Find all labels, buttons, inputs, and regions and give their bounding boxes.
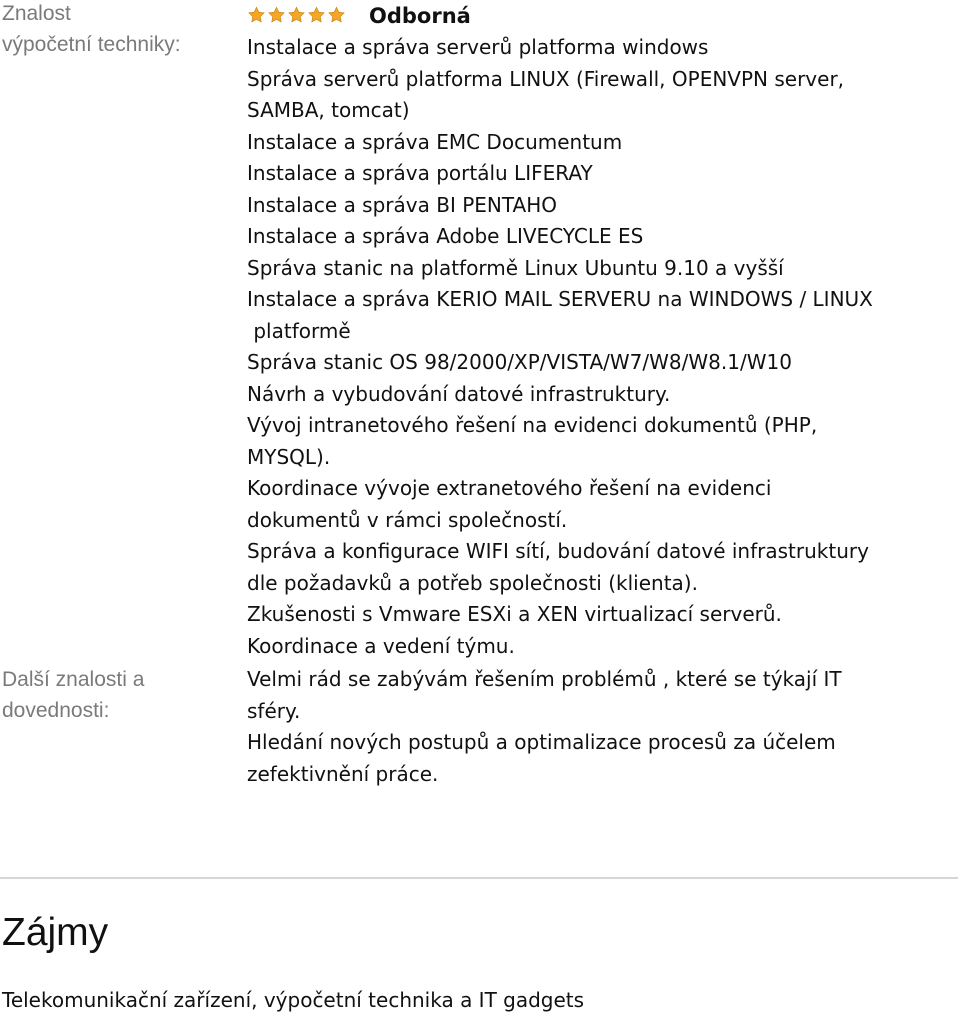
other-skills-label — [2, 664, 238, 726]
skill-line: Koordinace vývoje extranetového řešení na evidenci — [247, 476, 772, 500]
section-divider — [0, 877, 958, 879]
other-skills-content — [247, 664, 959, 790]
computer-skills-label-line: Znalost — [2, 2, 71, 25]
skill-line: Vývoj intranetového řešení na evidenci dokumentů (PHP, — [247, 413, 818, 437]
skill-line: Správa stanic na platformě Linux Ubuntu 9.10 a vyšší — [247, 255, 784, 280]
skill-line: Velmi rád se zabývám řešením problémů , které se týkají IT — [247, 667, 842, 691]
star-icon — [327, 6, 346, 24]
skill-line: platformě — [247, 318, 351, 343]
skill-line: Instalace a správa KERIO MAIL SERVERU na WINDOWS / LINUX — [247, 287, 873, 311]
skill-line: Návrh a vybudování datové infrastruktury. — [247, 381, 671, 406]
skill-line: Instalace a správa Adobe LIVECYCLE ES — [247, 224, 644, 248]
computer-skills-content — [247, 1, 959, 662]
skill-line: Instalace a správa EMC Documentum — [247, 129, 623, 154]
skill-line: Správa serverů platforma LINUX (Firewall, OPENVPN server, — [247, 66, 845, 91]
star-rating — [247, 6, 347, 24]
computer-skills-label-line: výpočetní techniky: — [2, 33, 181, 56]
computer-skills-label — [2, 0, 238, 60]
computer-skills-list — [247, 32, 959, 662]
skill-line: sféry. — [247, 698, 301, 723]
skill-line: Koordinace a vedení týmu. — [247, 633, 515, 658]
skill-line: MYSQL). — [247, 444, 331, 469]
skill-line: Správa a konfigurace WIFI sítí, budování datové infrastruktury — [247, 539, 869, 563]
star-icon — [287, 6, 306, 24]
skill-line: Hledání nových postupů a optimalizace procesů za účelem — [247, 730, 836, 754]
skill-line: Instalace a správa BI PENTAHO — [247, 192, 557, 217]
star-icon — [247, 6, 266, 24]
skill-line: SAMBA, tomcat) — [247, 98, 410, 122]
other-skills-label-line: Další znalosti a — [2, 668, 145, 691]
skill-line: Zkušenosti s Vmware ESXi a XEN virtualizací serverů. — [247, 602, 782, 626]
skill-line: Instalace a správa serverů platforma windows — [247, 35, 709, 59]
skill-line: Instalace a správa portálu LIFERAY — [247, 161, 593, 185]
skill-rating-row — [247, 1, 959, 31]
skill-level: Odborná — [369, 4, 471, 28]
interests-heading: Zájmy — [2, 911, 109, 954]
skill-line: dokumentů v rámci společností. — [247, 507, 568, 532]
skill-line: zefektivnění práce. — [247, 761, 439, 786]
interests-text: Telekomunikační zařízení, výpočetní technika a IT gadgets — [2, 988, 585, 1012]
skill-line: dle požadavků a potřeb společnosti (klienta). — [247, 570, 698, 595]
star-icon — [307, 6, 326, 24]
star-icon — [267, 6, 286, 24]
other-skills-label-line: dovednosti: — [2, 699, 110, 722]
skill-line: Správa stanic OS 98/2000/XP/VISTA/W7/W8/W8.1/W10 — [247, 350, 792, 374]
